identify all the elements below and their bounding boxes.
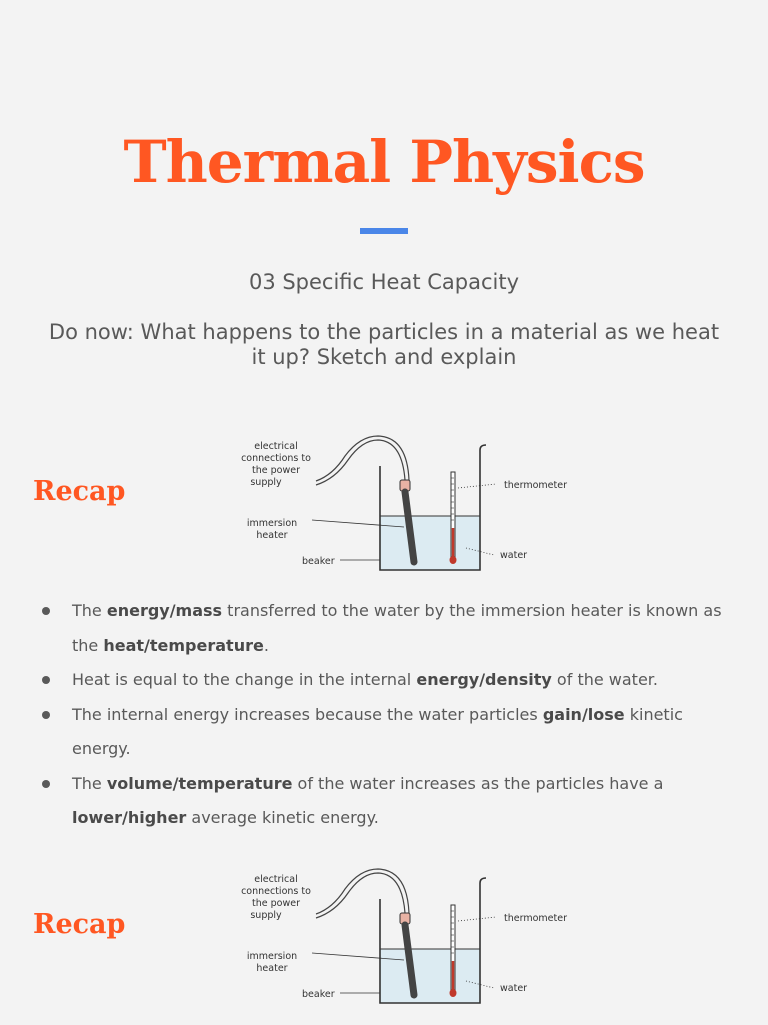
label-connections-3: the power: [252, 898, 300, 909]
do-now-prompt: Do now: What happens to the particles in a material as we heat it up? Sketch and explain: [48, 320, 720, 369]
label-beaker: beaker: [302, 556, 335, 567]
slide-subtitle: 03 Specific Heat Capacity: [248, 270, 520, 294]
label-heater-1: immersion: [246, 518, 298, 529]
bullet-item: The energy/mass transferred to the water by the immersion heater is known as the heat/temperature.: [40, 594, 740, 663]
label-heater-2: heater: [256, 963, 288, 974]
label-connections-1: electrical: [254, 441, 298, 452]
water-fill: [380, 516, 480, 570]
title-underline: [360, 228, 408, 234]
label-beaker: beaker: [302, 989, 335, 1000]
label-heater-1: immersion: [246, 951, 298, 962]
recap-heading-2: Recap: [33, 909, 126, 940]
label-thermometer: thermometer: [504, 913, 567, 924]
bullet-item: The volume/temperature of the water increases as the particles have a lower/higher average kinetic energy.: [40, 767, 740, 836]
label-connections-2: connections to: [241, 453, 311, 464]
label-connections-4: supply: [250, 910, 282, 921]
label-water: water: [500, 550, 528, 561]
label-connections-3: the power: [252, 465, 300, 476]
bullet-item: The internal energy increases because the water particles gain/lose kinetic energy.: [40, 698, 740, 767]
bullet-item: Heat is equal to the change in the internal energy/density of the water.: [40, 663, 740, 698]
heater-cable: [316, 440, 405, 485]
label-connections-4: supply: [250, 477, 282, 488]
immersion-heater-diagram-2: [230, 865, 590, 1025]
label-connections-2: connections to: [241, 886, 311, 897]
immersion-heater-diagram: [230, 432, 590, 592]
label-water: water: [500, 983, 528, 994]
label-connections-1: electrical: [254, 874, 298, 885]
label-thermometer: thermometer: [504, 480, 567, 491]
thermometer-bulb: [450, 556, 457, 564]
label-heater-2: heater: [256, 530, 288, 541]
recap-bullet-list: [40, 594, 740, 836]
slide-title: Thermal Physics: [123, 128, 645, 196]
recap-heading: Recap: [33, 476, 126, 507]
